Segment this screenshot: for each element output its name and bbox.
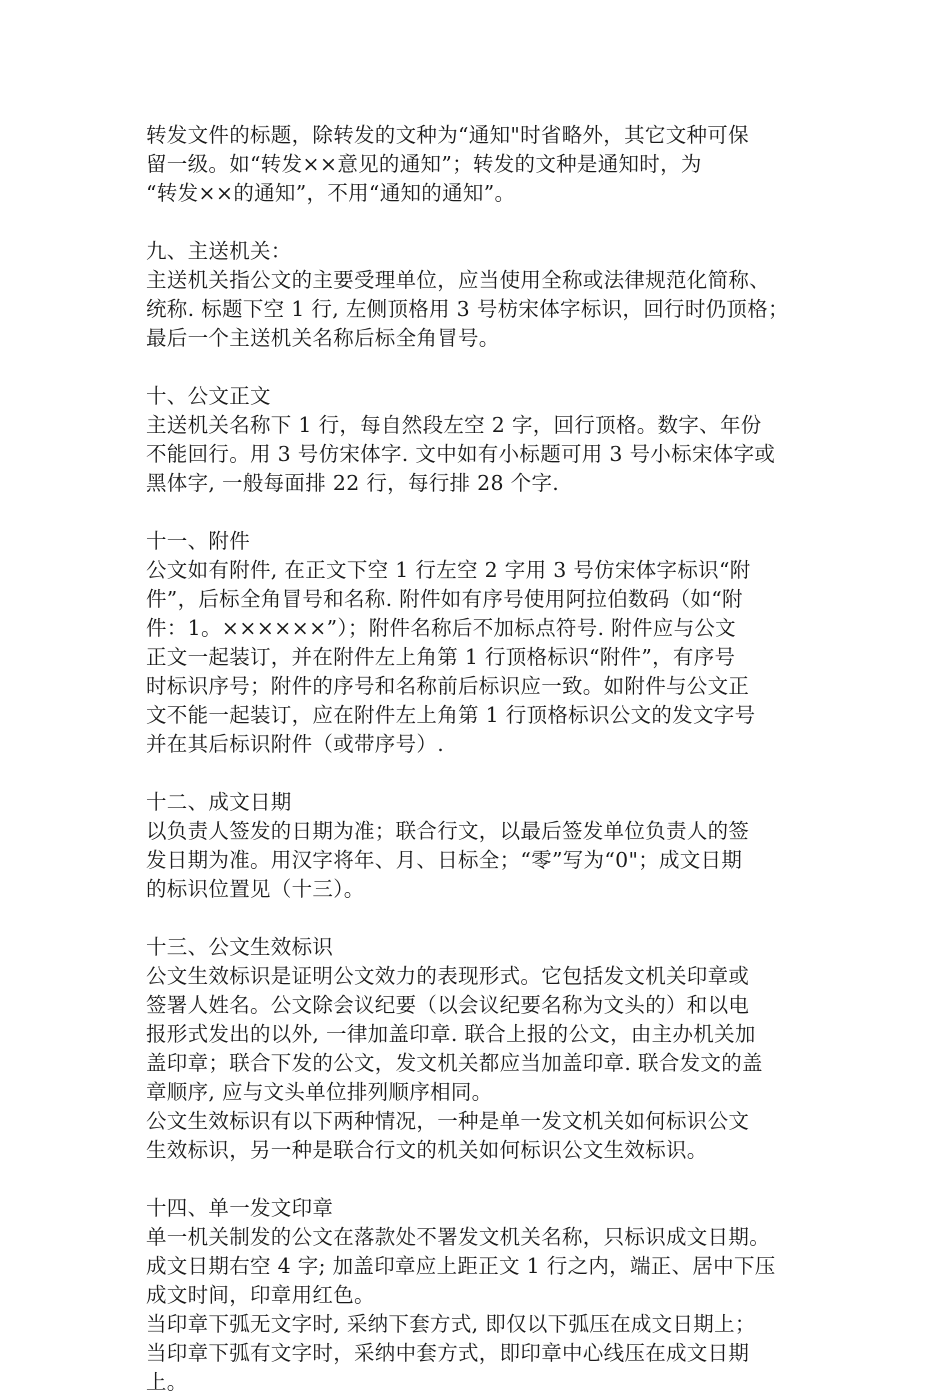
- section-heading: 十四、单一发文印章: [146, 1196, 334, 1220]
- section-paragraph: 公文生效标识有以下两种情况，一种是单一发文机关如何标识公文 生效标识，另一种是联合行文的机关如何标识公文生效标识。: [146, 1109, 750, 1162]
- section-heading: 十、公文正文: [146, 384, 271, 408]
- section-paragraph: 公文生效标识是证明公文效力的表现形式。它包括发文机关印章或 签署人姓名。公文除会议纪要（以会议纪要名称为文头的）和以电 报形式发出的以外, 一律加盖印章. 联合上报的公文，由主办机关加 盖印章；联合下发的公文，发文机关都应当加盖印章. 联合发文的盖 章顺序, 应与文头单位排列顺序相同。: [146, 964, 763, 1104]
- section-heading: 十三、公文生效标识: [146, 935, 334, 959]
- section-validity-mark: [146, 933, 811, 1165]
- section-gap: [146, 353, 811, 382]
- section-gap: [146, 498, 811, 527]
- section-heading: 十一、附件: [146, 529, 250, 553]
- section-paragraph: 主送机关指公文的主要受理单位，应当使用全称或法律规范化简称、 统称. 标题下空 1 行, 左侧顶格用 3 号枋宋体字标识，回行时仍顶格； 最后一个主送机关名称后标全角冒号。: [146, 268, 789, 350]
- section-body-text: [146, 382, 811, 498]
- section-gap: [146, 904, 811, 933]
- intro-paragraph: 转发文件的标题，除转发的文种为“通知"时省略外，其它文种可保 留一级。如“转发××意见的通知”；转发的文种是通知时，为 “转发××的通知”，不用“通知的通知”。: [146, 123, 749, 205]
- section-gap: [146, 208, 811, 237]
- section-paragraph: 公文如有附件, 在正文下空 1 行左空 2 字用 3 号仿宋体字标识“附 件”，后标全角冒号和名称. 附件如有序号使用阿拉伯数码（如“附 件：1。××××××”）；附件名称后不加标点符号. 附件应与公文 正文一起装订，并在附件左上角第 1 行顶格标识“附件”，有序号 时标识序号；附件的序号和名称前后标识应一致。如附件与公文正 文不能一起装订，应在附件左上角第 1 行顶格标识公文的发文字号 并在其后标识附件（或带序号）.: [146, 558, 756, 756]
- section-date: [146, 788, 811, 904]
- section-attachment: [146, 527, 811, 759]
- section-paragraph: 主送机关名称下 1 行，每自然段左空 2 字，回行顶格。数字、年份 不能回行。用 3 号仿宋体字. 文中如有小标题可用 3 号小标宋体字或 黑体字, 一般每面排 22 行，每行排 28 个字.: [146, 413, 776, 495]
- document-page: [146, 121, 811, 1397]
- section-main-recipient: [146, 237, 811, 353]
- section-single-seal: [146, 1194, 811, 1397]
- section-gap: [146, 759, 811, 788]
- section-paragraph: 以负责人签发的日期为准；联合行文，以最后签发单位负责人的签 发日期为准。用汉字将年、月、日标全；“零”写为“0"；成文日期 的标识位置见（十三）。: [146, 819, 750, 901]
- section-paragraph: 单一机关制发的公文在落款处不署发文机关名称，只标识成文日期。 成文日期右空 4 字; 加盖印章应上距正文 1 行之内，端正、居中下压 成文时间，印章用红色。: [146, 1225, 776, 1307]
- section-paragraph: 当印章下弧无文字时, 采纳下套方式, 即仅以下弧压在成文日期上； 当印章下弧有文字时，采纳中套方式，即印章中心线压在成文日期 上。: [146, 1312, 756, 1394]
- section-heading: 九、主送机关：: [146, 239, 292, 263]
- section-gap: [146, 1165, 811, 1194]
- section-heading: 十二、成文日期: [146, 790, 292, 814]
